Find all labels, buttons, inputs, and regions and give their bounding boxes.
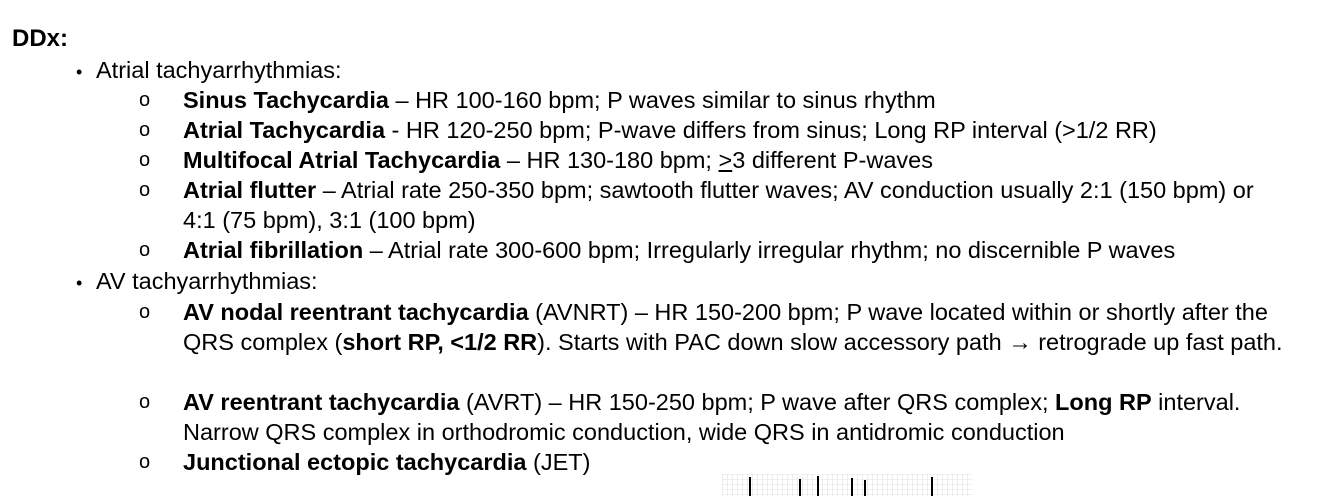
group-label: Atrial tachyarrhythmias: (96, 57, 342, 83)
circle-bullet-icon: o (139, 239, 151, 261)
sub-list-item (139, 115, 1319, 145)
item-text: ). Starts with PAC down slow accessory path → retrograde up fast path. (537, 329, 1283, 355)
item-text: (AVNRT) – HR 150-200 bpm; P wave located within or shortly after the QRS complex ( (183, 299, 1268, 355)
item-title: AV reentrant tachycardia (183, 389, 460, 415)
item-title: Junctional ectopic tachycardia (183, 449, 527, 475)
item-title: Multifocal Atrial Tachycardia (183, 147, 501, 173)
bullet-icon: • (76, 62, 83, 82)
sub-list-item (139, 447, 1319, 477)
circle-bullet-icon: o (139, 89, 151, 111)
circle-bullet-icon: o (139, 451, 151, 473)
list-item-atrial-tachyarrhythmias (76, 55, 342, 87)
circle-bullet-icon: o (139, 149, 151, 171)
item-text-underlined: > (718, 147, 733, 173)
item-title: AV nodal reentrant tachycardia (183, 299, 529, 325)
sub-list-item (139, 387, 1299, 447)
item-title: Sinus Tachycardia (183, 87, 389, 113)
item-text: – HR 100-160 bpm; P waves similar to sinus rhythm (388, 87, 936, 113)
item-text: – HR 130-180 bpm; (500, 147, 719, 173)
section-heading: DDx: (12, 25, 69, 52)
circle-bullet-icon: o (139, 119, 151, 141)
item-text: – Atrial rate 300-600 bpm; Irregularly irregular rhythm; no discernible P waves (363, 237, 1176, 263)
circle-bullet-icon: o (139, 391, 151, 413)
sub-list-item (139, 297, 1299, 357)
sub-list-item (139, 85, 1319, 115)
item-text-bold: short RP, <1/2 RR (342, 329, 538, 355)
sub-list-item (139, 235, 1319, 265)
item-text: - HR 120-250 bpm; P-wave differs from sinus; Long RP interval (>1/2 RR) (385, 117, 1157, 143)
item-text: – Atrial rate 250-350 bpm; sawtooth flutter waves; AV conduction usually 2:1 (150 bpm) or 4:1 (75 bpm), 3:1 (100 bpm) (183, 177, 1254, 233)
ecg-strip-image (722, 474, 972, 496)
item-text-bold: Long RP (1055, 389, 1152, 415)
sub-list-item (139, 145, 1319, 175)
item-text: interval. Narrow QRS complex in orthodromic conduction, wide QRS in antidromic conduction (183, 389, 1241, 445)
item-text: (AVRT) – HR 150-250 bpm; P wave after QRS complex; (459, 389, 1056, 415)
item-title: Atrial fibrillation (183, 237, 364, 263)
circle-bullet-icon: o (139, 301, 151, 323)
item-text: 3 different P-waves (732, 147, 933, 173)
item-text: (JET) (526, 449, 591, 475)
bullet-icon: • (76, 273, 83, 293)
group-label: AV tachyarrhythmias: (96, 268, 318, 294)
item-title: Atrial flutter (183, 177, 317, 203)
list-item-av-tachyarrhythmias (76, 266, 318, 298)
sub-list-item (139, 175, 1289, 235)
circle-bullet-icon: o (139, 179, 151, 201)
item-title: Atrial Tachycardia (183, 117, 386, 143)
